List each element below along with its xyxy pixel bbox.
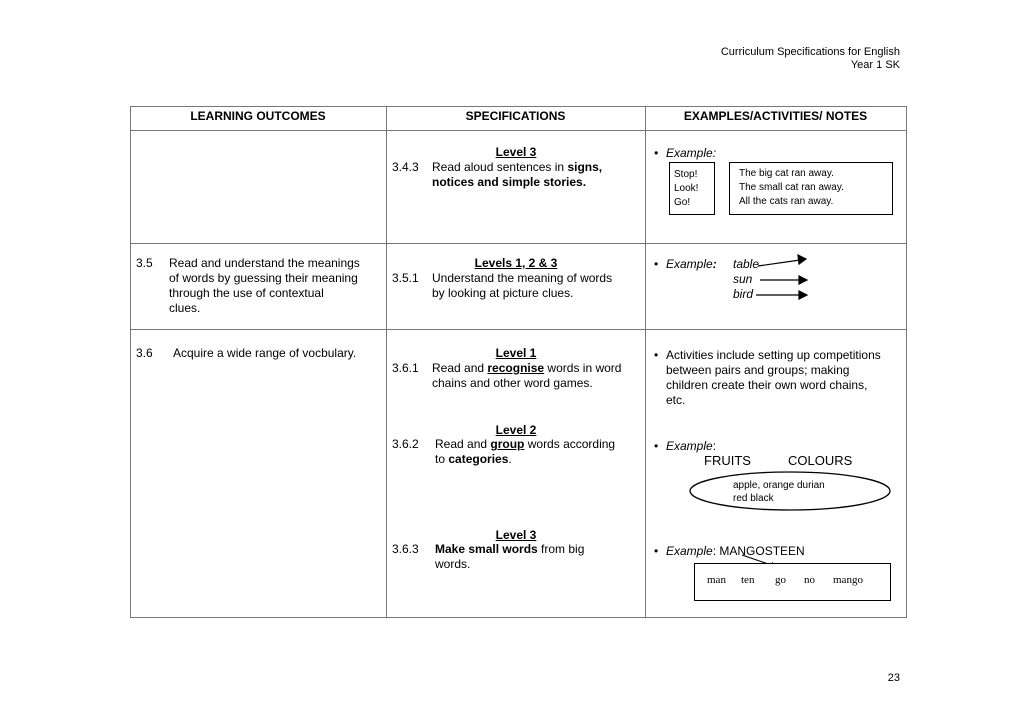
arrow-table-line	[758, 260, 800, 266]
row3-spec3-text: Make small words from big	[435, 542, 585, 556]
column-heading-specifications: SPECIFICATIONS	[465, 109, 566, 123]
row2-outcome-line-3: through the use of contextual	[169, 286, 324, 300]
table-left-border	[130, 106, 131, 617]
header-row-border	[130, 130, 907, 131]
small-word-mango: mango	[833, 574, 863, 586]
table-right-border	[906, 106, 907, 617]
row2-example-label: • Example:	[666, 257, 717, 272]
header-year: Year 1 SK	[850, 59, 900, 71]
row3-spec3-text-cont: words.	[435, 557, 471, 571]
activity-line-1: • Activities include setting up competitions	[666, 348, 881, 363]
row1-level: Level 3	[495, 145, 537, 159]
row3-example2-label: • Example:	[666, 439, 716, 454]
row2-level: Levels 1, 2 & 3	[474, 256, 558, 270]
sign-go: Go!	[674, 197, 691, 208]
row2-border	[130, 329, 907, 330]
row3-level-3: Level 3	[495, 528, 537, 542]
row3-spec2-text: Read and group words according	[435, 437, 616, 451]
document-header	[721, 46, 900, 72]
col-divider-2	[645, 106, 646, 617]
row2-spec-line-1: Understand the meaning of words	[432, 271, 613, 285]
small-word-go: go	[775, 574, 786, 586]
column-heading-examples: EXAMPLES/ACTIVITIES/ NOTES	[683, 109, 868, 123]
sentences-box	[729, 162, 893, 215]
arrow-sun-head	[799, 276, 807, 284]
activity-line-3: children create their own word chains,	[666, 378, 868, 392]
table-bottom-border	[130, 617, 907, 618]
row3-outcome-code: 3.6	[136, 346, 153, 360]
word-table: table	[733, 257, 760, 271]
sign-look: Look!	[674, 183, 699, 194]
arrow-bird-head	[799, 291, 807, 299]
row3-spec1-text: Read and recognise words in word	[432, 361, 622, 375]
row2-outcome-code: 3.5	[136, 256, 153, 270]
header-title: Curriculum Specifications for English	[720, 46, 900, 58]
word-bird: bird	[733, 287, 754, 301]
row3-spec1-code: 3.6.1	[392, 361, 419, 375]
row1-example-label: • Example:	[666, 146, 716, 161]
row1-spec-code: 3.4.3	[392, 160, 419, 174]
row2-outcome-line-4: clues.	[169, 301, 201, 315]
small-word-no: no	[804, 574, 815, 586]
row2-outcome-line-1: Read and understand the meanings	[169, 256, 360, 270]
word-sun: sun	[733, 272, 753, 286]
small-word-ten: ten	[741, 574, 755, 586]
row3-example3-label: • Example: MANGOSTEEN	[666, 544, 805, 559]
row3-spec2-text-cont: to categories.	[435, 452, 512, 466]
category-colours: COLOURS	[788, 453, 853, 468]
sentence-1: The big cat ran away.	[739, 168, 834, 179]
column-heading-outcomes: LEARNING OUTCOMES	[190, 109, 326, 123]
activity-line-4: etc.	[666, 393, 686, 407]
category-fruits: FRUITS	[704, 453, 751, 468]
row3-level-2: Level 2	[495, 423, 537, 437]
oval-words-line-2: red black	[733, 493, 774, 504]
col-divider-1	[386, 106, 387, 617]
row1-spec-text-cont: notices and simple stories.	[432, 175, 587, 189]
row3-spec3-code: 3.6.3	[392, 542, 419, 556]
row3-level-1: Level 1	[495, 346, 537, 360]
sentence-3: All the cats ran away.	[739, 196, 834, 207]
row2-outcome-line-2: of words by guessing their meaning	[169, 271, 358, 285]
row2-spec-code: 3.5.1	[392, 271, 419, 285]
oval-words-line-1: apple, orange durian	[733, 480, 825, 491]
mangosteen-arrow	[0, 0, 1, 1]
row3-outcome-text: Acquire a wide range of vocbulary.	[173, 346, 357, 360]
activity-line-2: between pairs and groups; making	[666, 363, 850, 377]
row1-border	[130, 243, 907, 244]
page-number: 23	[887, 672, 900, 684]
arrow-table-head	[798, 255, 806, 264]
table-top-border	[130, 106, 907, 107]
signs-box	[669, 162, 715, 215]
row1-spec-text: Read aloud sentences in signs,	[432, 160, 603, 174]
small-words-box	[694, 563, 891, 601]
small-word-man: man	[707, 574, 726, 586]
row3-spec1-text-cont: chains and other word games.	[432, 376, 593, 390]
row2-spec-line-2: by looking at picture clues.	[432, 286, 574, 300]
sign-stop: Stop!	[674, 169, 698, 180]
row3-spec2-code: 3.6.2	[392, 437, 419, 451]
sentence-2: The small cat ran away.	[739, 182, 844, 193]
